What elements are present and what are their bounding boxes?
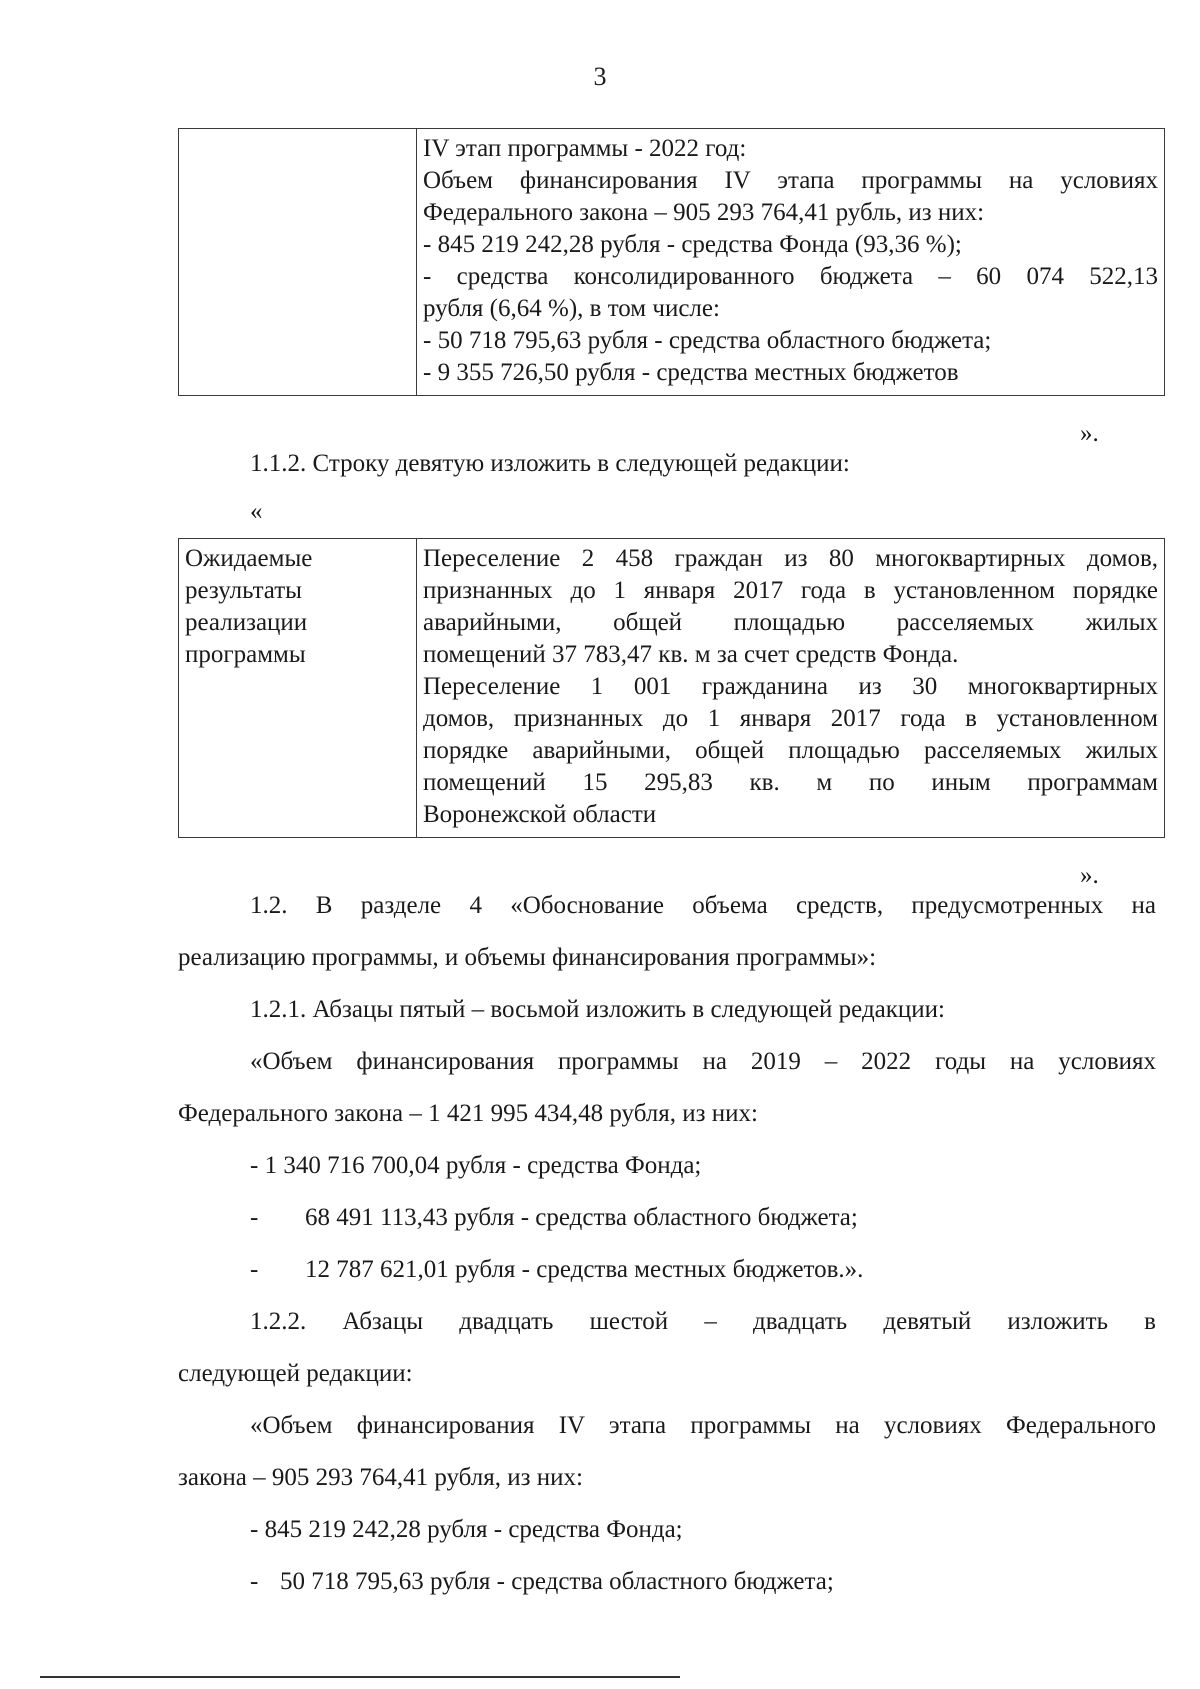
table-line: результаты <box>185 577 302 604</box>
table-line: Переселение 2 458 граждан из 80 многоквартирных домов, <box>423 545 1158 572</box>
list-item: 68 491 113,43 рубля - средства областного бюджета; <box>305 1204 858 1231</box>
paragraph-stage4-line-1: «Объем финансирования IV этапа программы на условиях Федерального <box>250 1412 1156 1439</box>
table-line: Объем финансирования IV этапа программы на условиях <box>423 167 1158 194</box>
paragraph-1-2-line-2: реализацию программы, и объемы финансирования программы»: <box>178 944 877 971</box>
table-line: домов, признанных до 1 января 2017 года в установленном <box>423 705 1158 732</box>
table-line: порядке аварийными, общей площадью расселяемых жилых <box>423 737 1158 764</box>
page-number: 3 <box>593 62 607 91</box>
table-cell-left <box>179 539 417 838</box>
table-cell-left <box>179 129 417 396</box>
table-line: IV этап программы - 2022 год: <box>423 135 747 162</box>
table-line: признанных до 1 января 2017 года в установленном порядке <box>423 577 1158 604</box>
table-line: Переселение 1 001 гражданина из 30 многоквартирных <box>423 673 1158 700</box>
paragraph-1-2-1: 1.2.1. Абзацы пятый – восьмой изложить в следующей редакции: <box>250 996 945 1023</box>
table-line: Ожидаемые <box>185 545 313 572</box>
list-item-dash: - <box>250 1204 259 1231</box>
list-item: 12 787 621,01 рубля - средства местных бюджетов.». <box>305 1256 864 1283</box>
paragraph-1-1-2: 1.1.2. Строку девятую изложить в следующей редакции: <box>250 450 850 477</box>
list-item-dash: - <box>250 1256 259 1283</box>
table-line: помещений 37 783,47 кв. м за счет средств Фонда. <box>423 641 959 668</box>
list-item-dash: - <box>250 1568 259 1595</box>
list-item: 50 718 795,63 рубля - средства областного бюджета; <box>280 1568 834 1595</box>
table-line: реализации <box>185 609 308 636</box>
opening-quote: « <box>250 498 263 525</box>
table-line: рубля (6,64 %), в том числе: <box>423 295 720 322</box>
table-cell-right <box>417 129 1165 396</box>
paragraph-total-line-1: «Объем финансирования программы на 2019 – 2022 годы на условиях <box>250 1048 1156 1075</box>
bottom-scan-line <box>40 1676 680 1678</box>
program-stage-table <box>178 128 1165 396</box>
paragraph-1-2-2-line-2: следующей редакции: <box>178 1360 413 1387</box>
table-line: Воронежской области <box>423 801 657 828</box>
table-line: программы <box>185 641 306 668</box>
paragraph-stage4-line-2: закона – 905 293 764,41 рубля, из них: <box>178 1464 583 1491</box>
expected-results-table <box>178 538 1165 838</box>
table-line: - средства консолидированного бюджета – 60 074 522,13 <box>423 263 1158 290</box>
list-item: - 845 219 242,28 рубля - средства Фонда; <box>250 1516 683 1543</box>
closing-quote: ». <box>1080 420 1099 447</box>
table-cell-right <box>417 539 1165 838</box>
paragraph-1-2-line-1: 1.2. В разделе 4 «Обоснование объема средств, предусмотренных на <box>250 892 1156 919</box>
table-line: - 845 219 242,28 рубля - средства Фонда (93,36 %); <box>423 231 962 258</box>
paragraph-1-2-2-line-1: 1.2.2. Абзацы двадцать шестой – двадцать девятый изложить в <box>250 1308 1156 1335</box>
table-line: аварийными, общей площадью расселяемых жилых <box>423 609 1158 636</box>
table-line: - 9 355 726,50 рубля - средства местных бюджетов <box>423 359 959 386</box>
table-line: помещений 15 295,83 кв. м по иным программам <box>423 769 1158 796</box>
table-line: - 50 718 795,63 рубля - средства областного бюджета; <box>423 327 992 354</box>
list-item: - 1 340 716 700,04 рубля - средства Фонда; <box>250 1152 702 1179</box>
paragraph-total-line-2: Федерального закона – 1 421 995 434,48 рубля, из них: <box>178 1100 758 1127</box>
closing-quote: ». <box>1080 862 1099 889</box>
table-line: Федерального закона – 905 293 764,41 рубль, из них: <box>423 199 985 226</box>
